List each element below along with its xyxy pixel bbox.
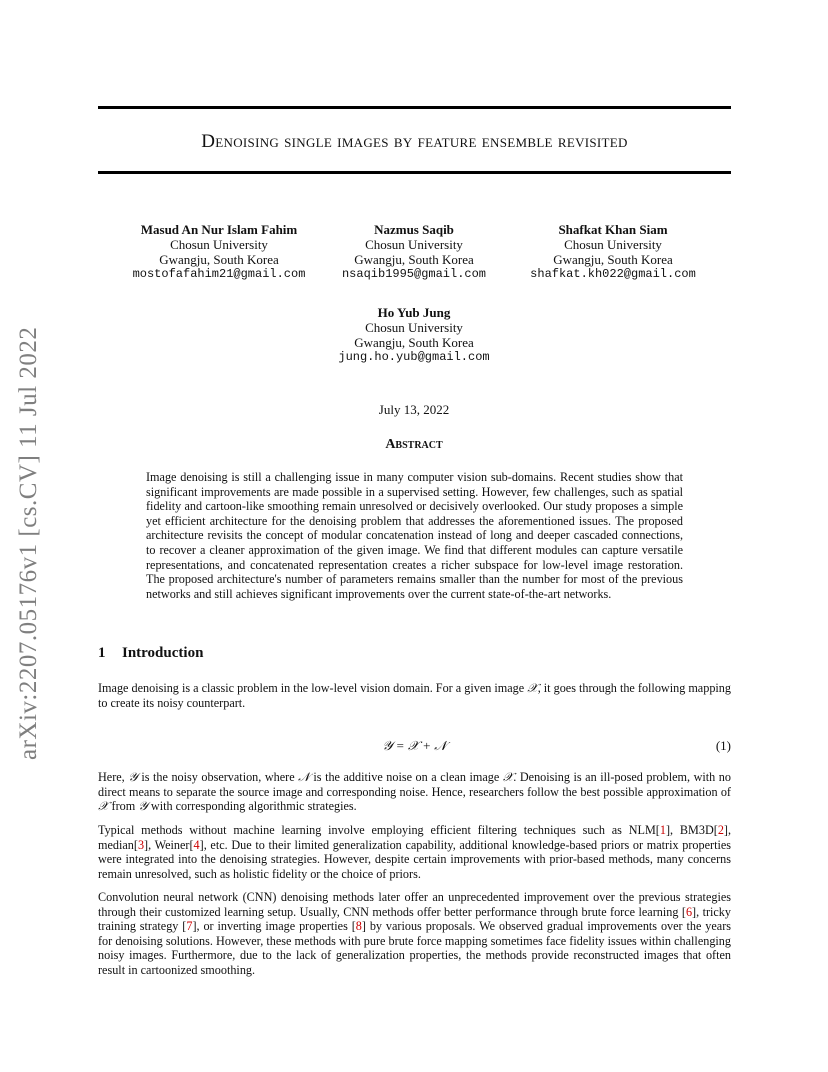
abstract-heading: Abstract <box>385 437 443 452</box>
author-affiliation: Chosun University <box>564 237 662 252</box>
citation-link[interactable]: 4 <box>193 837 200 852</box>
citation-link[interactable]: 8 <box>355 919 362 934</box>
equation-body: 𝒴 = 𝒳 + 𝒩 <box>382 738 447 753</box>
author-location: Gwangju, South Korea <box>354 252 474 267</box>
author-name: Nazmus Saqib <box>374 222 454 237</box>
author-name: Shafkat Khan Siam <box>558 222 668 237</box>
section-number: 1 <box>98 645 106 661</box>
paper-date: July 13, 2022 <box>378 402 450 417</box>
author-email[interactable]: nsaqib1995@gmail.com <box>341 267 487 281</box>
author-email[interactable]: jung.ho.yub@gmail.com <box>338 350 490 364</box>
equation-number: (1) <box>715 738 731 753</box>
top-rule <box>98 106 731 109</box>
author-affiliation: Chosun University <box>170 237 268 252</box>
author-location: Gwangju, South Korea <box>159 252 279 267</box>
author-name: Ho Yub Jung <box>377 305 451 320</box>
citation-link[interactable]: 6 <box>685 904 693 919</box>
intro-paragraph-4: Convolution neural network (CNN) denoising methods later offer an unprecedented improvement over the previous strategies through their customized learning setup. Usually, CNN methods offer better performance through brute force learning [6], tricky training strategy [7], or inverting image properties [8] by various proposals. We observed gradual improvements over the years for denoising solutions. However, these methods with pure brute force mapping sometimes face fidelity issues within challenging noisy images. Furthermore, due to the lack of generalization properties, the methods provide reconstructed images that often result in cartoonized smoothing. <box>98 890 731 977</box>
abstract-text: Image denoising is still a challenging issue in many computer vision sub-domains. Recent studies show that significant improvements are made possible in a supervised setting. However, few challenges, such as spatial fidelity and cartoon-like smoothing remain unresolved or decisively overlooked. Our study proposes a simple yet efficient architecture for the denoising problem that addresses the aforementioned issues. The proposed architecture revisits the concept of modular concatenation instead of long and deeper cascaded connections, to recover a cleaner approximation of the given image. We find that different modules can capture versatile representations, and concatenated representation creates a richer subspace for low-level image restoration. The proposed architecture's number of parameters remains smaller than the number for most of the previous networks and still achieves significant improvements over the current state-of-the-art networks. <box>146 470 683 601</box>
author-name: Masud An Nur Islam Fahim <box>140 222 298 237</box>
citation-link[interactable]: 2 <box>717 823 724 837</box>
title-bottom-rule <box>98 171 731 174</box>
citation-link[interactable]: 1 <box>659 823 666 837</box>
author-location: Gwangju, South Korea <box>553 252 673 267</box>
author-block <box>294 305 534 365</box>
section-heading <box>98 645 203 662</box>
paper-title: Denoising single images by feature ensemble revisited <box>201 131 628 152</box>
intro-paragraph-2: Here, 𝒴 is the noisy observation, where 𝒩 is the additive noise on a clean image 𝒳. Denoising is an ill-posed problem, with no direct means to separate the source image and corresponding noise. Hence, researchers follow the best possible approximation of 𝒳 from 𝒴 with corresponding algorithmic strategies. <box>98 770 731 814</box>
author-block <box>493 222 733 282</box>
arxiv-stamp: arXiv:2207.05176v1 [cs.CV] 11 Jul 2022 <box>15 326 42 760</box>
intro-paragraph-3: Typical methods without machine learning involve employing efficient filtering techniques such as NLM[1], BM3D[2], median[3], Weiner[4], etc. Due to their limited generalization capability, additional knowledge-based priors or matrix properties were integrated into the denoising strategies. However, despite certain improvements with prior-based methods, many concerns remain unresolved, such as holistic fidelity or the choice of priors. <box>98 823 732 881</box>
author-email[interactable]: mostofafahim21@gmail.com <box>132 267 306 281</box>
author-affiliation: Chosun University <box>365 320 463 335</box>
citation-link[interactable]: 3 <box>137 837 145 852</box>
author-location: Gwangju, South Korea <box>354 335 474 350</box>
citation-link[interactable]: 7 <box>186 919 193 934</box>
author-email[interactable]: shafkat.kh022@gmail.com <box>530 267 696 281</box>
intro-paragraph-1: Image denoising is a classic problem in the low-level vision domain. For a given image 𝒳, it goes through the following mapping to create its noisy counterpart. <box>98 681 731 710</box>
section-title: Introduction <box>122 645 204 661</box>
author-affiliation: Chosun University <box>365 237 463 252</box>
